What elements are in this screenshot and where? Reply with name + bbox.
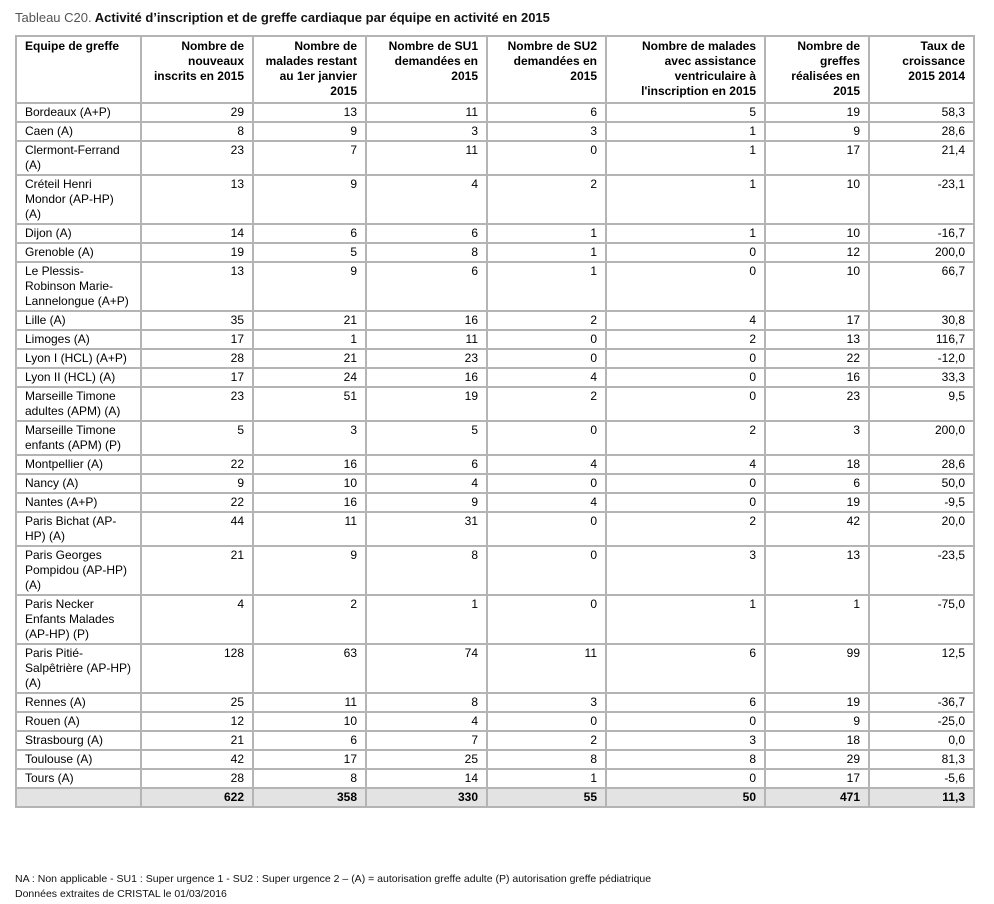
cell-growth-rate: 116,7	[869, 330, 974, 349]
cell-su1: 4	[366, 474, 487, 493]
table-row	[16, 349, 974, 368]
cell-remaining-patients: 11	[253, 693, 366, 712]
cell-new-registrations: 9	[141, 474, 253, 493]
cell-new-registrations: 21	[141, 546, 253, 595]
total-growth-rate: 11,3	[869, 788, 974, 807]
cell-transplants: 9	[765, 712, 869, 731]
cell-remaining-patients: 16	[253, 493, 366, 512]
cell-su1: 16	[366, 311, 487, 330]
cell-ventricular-assist: 2	[606, 330, 765, 349]
cell-new-registrations: 44	[141, 512, 253, 546]
cell-su2: 2	[487, 175, 606, 224]
total-su2: 55	[487, 788, 606, 807]
table-row	[16, 644, 974, 693]
footnotes	[15, 872, 651, 902]
cell-ventricular-assist: 2	[606, 512, 765, 546]
cell-remaining-patients: 24	[253, 368, 366, 387]
cell-remaining-patients: 63	[253, 644, 366, 693]
cell-ventricular-assist: 1	[606, 141, 765, 175]
cell-remaining-patients: 21	[253, 311, 366, 330]
col-header-team: Equipe de greffe	[16, 36, 141, 103]
cell-transplants: 19	[765, 493, 869, 512]
footnote-source: Données extraites de CRISTAL le 01/03/2016	[15, 888, 227, 900]
cell-remaining-patients: 10	[253, 712, 366, 731]
cell-team: Strasbourg (A)	[16, 731, 141, 750]
cell-su2: 3	[487, 693, 606, 712]
table-caption: Activité d’inscription et de greffe cardiaque par équipe en activité en 2015	[91, 10, 550, 25]
cell-new-registrations: 22	[141, 455, 253, 474]
cell-new-registrations: 17	[141, 330, 253, 349]
cell-transplants: 18	[765, 455, 869, 474]
cell-su1: 8	[366, 546, 487, 595]
cell-su2: 0	[487, 349, 606, 368]
cell-su1: 1	[366, 595, 487, 644]
table-row	[16, 493, 974, 512]
cell-team: Paris Georges Pompidou (AP-HP) (A)	[16, 546, 141, 595]
cell-remaining-patients: 17	[253, 750, 366, 769]
cell-ventricular-assist: 1	[606, 595, 765, 644]
total-row	[16, 788, 974, 807]
cell-transplants: 17	[765, 311, 869, 330]
cell-transplants: 10	[765, 175, 869, 224]
cell-remaining-patients: 8	[253, 769, 366, 788]
table-row	[16, 546, 974, 595]
cell-team: Marseille Timone adultes (APM) (A)	[16, 387, 141, 421]
cell-su2: 4	[487, 493, 606, 512]
cell-team: Clermont-Ferrand (A)	[16, 141, 141, 175]
cell-su1: 6	[366, 455, 487, 474]
col-header-transplants: Nombre de greffes réalisées en 2015	[765, 36, 869, 103]
cell-ventricular-assist: 0	[606, 349, 765, 368]
cell-su2: 2	[487, 731, 606, 750]
cell-transplants: 16	[765, 368, 869, 387]
table-row	[16, 474, 974, 493]
cell-su2: 1	[487, 769, 606, 788]
cell-new-registrations: 4	[141, 595, 253, 644]
cell-remaining-patients: 9	[253, 546, 366, 595]
cell-team: Tours (A)	[16, 769, 141, 788]
total-new-registrations: 622	[141, 788, 253, 807]
cell-new-registrations: 17	[141, 368, 253, 387]
cell-transplants: 1	[765, 595, 869, 644]
col-header-remaining-patients: Nombre de malades restant au 1er janvier 2015	[253, 36, 366, 103]
cell-new-registrations: 35	[141, 311, 253, 330]
cell-su1: 6	[366, 224, 487, 243]
cell-team: Dijon (A)	[16, 224, 141, 243]
cell-transplants: 22	[765, 349, 869, 368]
cell-ventricular-assist: 3	[606, 546, 765, 595]
cell-remaining-patients: 3	[253, 421, 366, 455]
cell-su2: 0	[487, 421, 606, 455]
cell-transplants: 29	[765, 750, 869, 769]
cell-ventricular-assist: 0	[606, 262, 765, 311]
cell-new-registrations: 21	[141, 731, 253, 750]
cell-growth-rate: -36,7	[869, 693, 974, 712]
cell-su2: 0	[487, 712, 606, 731]
table-title	[15, 10, 550, 25]
cell-remaining-patients: 7	[253, 141, 366, 175]
cell-growth-rate: -23,1	[869, 175, 974, 224]
cell-team: Toulouse (A)	[16, 750, 141, 769]
cell-growth-rate: 28,6	[869, 455, 974, 474]
cell-su1: 6	[366, 262, 487, 311]
cell-su1: 4	[366, 712, 487, 731]
cell-team: Bordeaux (A+P)	[16, 103, 141, 122]
cell-transplants: 99	[765, 644, 869, 693]
cell-transplants: 42	[765, 512, 869, 546]
cell-team: Créteil Henri Mondor (AP-HP) (A)	[16, 175, 141, 224]
cell-su2: 0	[487, 512, 606, 546]
cell-su1: 7	[366, 731, 487, 750]
cell-remaining-patients: 13	[253, 103, 366, 122]
cell-ventricular-assist: 2	[606, 421, 765, 455]
cell-growth-rate: 9,5	[869, 387, 974, 421]
cell-growth-rate: 58,3	[869, 103, 974, 122]
cell-transplants: 12	[765, 243, 869, 262]
cell-team: Lille (A)	[16, 311, 141, 330]
cell-ventricular-assist: 6	[606, 644, 765, 693]
cell-ventricular-assist: 5	[606, 103, 765, 122]
cell-new-registrations: 128	[141, 644, 253, 693]
cell-su1: 11	[366, 103, 487, 122]
cell-team: Nancy (A)	[16, 474, 141, 493]
cell-team: Caen (A)	[16, 122, 141, 141]
cell-transplants: 17	[765, 769, 869, 788]
cell-su1: 16	[366, 368, 487, 387]
table-row	[16, 122, 974, 141]
total-label	[16, 788, 141, 807]
cell-transplants: 18	[765, 731, 869, 750]
table-row	[16, 224, 974, 243]
cell-growth-rate: 200,0	[869, 243, 974, 262]
cell-new-registrations: 28	[141, 349, 253, 368]
cell-transplants: 3	[765, 421, 869, 455]
cell-team: Paris Necker Enfants Malades (AP-HP) (P)	[16, 595, 141, 644]
table-row	[16, 243, 974, 262]
cell-growth-rate: -9,5	[869, 493, 974, 512]
transplant-activity-table	[15, 35, 975, 808]
cell-new-registrations: 42	[141, 750, 253, 769]
cell-remaining-patients: 2	[253, 595, 366, 644]
total-transplants: 471	[765, 788, 869, 807]
table-number: Tableau C20.	[15, 10, 92, 25]
cell-su1: 4	[366, 175, 487, 224]
cell-ventricular-assist: 0	[606, 474, 765, 493]
cell-ventricular-assist: 0	[606, 769, 765, 788]
cell-su2: 0	[487, 330, 606, 349]
cell-ventricular-assist: 0	[606, 712, 765, 731]
table-row	[16, 750, 974, 769]
cell-ventricular-assist: 0	[606, 243, 765, 262]
cell-su1: 8	[366, 693, 487, 712]
cell-team: Grenoble (A)	[16, 243, 141, 262]
table-row	[16, 311, 974, 330]
cell-remaining-patients: 6	[253, 731, 366, 750]
cell-new-registrations: 13	[141, 262, 253, 311]
cell-su1: 23	[366, 349, 487, 368]
cell-su1: 74	[366, 644, 487, 693]
cell-remaining-patients: 10	[253, 474, 366, 493]
cell-su2: 4	[487, 368, 606, 387]
cell-su1: 5	[366, 421, 487, 455]
cell-transplants: 9	[765, 122, 869, 141]
cell-remaining-patients: 51	[253, 387, 366, 421]
cell-su2: 3	[487, 122, 606, 141]
cell-su1: 31	[366, 512, 487, 546]
footnote-abbreviations: NA : Non applicable - SU1 : Super urgence 1 - SU2 : Super urgence 2 – (A) = autorisation greffe adulte (P) autorisation greffe pédiatrique	[15, 873, 652, 885]
cell-su2: 0	[487, 546, 606, 595]
col-header-su1: Nombre de SU1 demandées en 2015	[366, 36, 487, 103]
cell-growth-rate: 81,3	[869, 750, 974, 769]
cell-su1: 11	[366, 330, 487, 349]
cell-ventricular-assist: 1	[606, 122, 765, 141]
cell-su2: 6	[487, 103, 606, 122]
cell-ventricular-assist: 0	[606, 387, 765, 421]
table-row	[16, 712, 974, 731]
cell-ventricular-assist: 3	[606, 731, 765, 750]
table-row	[16, 368, 974, 387]
cell-ventricular-assist: 1	[606, 224, 765, 243]
cell-su1: 14	[366, 769, 487, 788]
cell-ventricular-assist: 0	[606, 368, 765, 387]
cell-su1: 3	[366, 122, 487, 141]
cell-su2: 0	[487, 595, 606, 644]
cell-remaining-patients: 21	[253, 349, 366, 368]
cell-transplants: 6	[765, 474, 869, 493]
cell-remaining-patients: 5	[253, 243, 366, 262]
table-row	[16, 141, 974, 175]
table-row	[16, 262, 974, 311]
cell-transplants: 19	[765, 693, 869, 712]
cell-new-registrations: 28	[141, 769, 253, 788]
cell-su2: 8	[487, 750, 606, 769]
cell-remaining-patients: 11	[253, 512, 366, 546]
cell-growth-rate: 200,0	[869, 421, 974, 455]
total-remaining-patients: 358	[253, 788, 366, 807]
cell-su1: 9	[366, 493, 487, 512]
cell-remaining-patients: 16	[253, 455, 366, 474]
cell-growth-rate: -16,7	[869, 224, 974, 243]
cell-growth-rate: -12,0	[869, 349, 974, 368]
cell-growth-rate: 66,7	[869, 262, 974, 311]
cell-su2: 0	[487, 474, 606, 493]
cell-growth-rate: -23,5	[869, 546, 974, 595]
cell-su2: 0	[487, 141, 606, 175]
cell-su2: 11	[487, 644, 606, 693]
cell-remaining-patients: 9	[253, 175, 366, 224]
cell-su2: 1	[487, 262, 606, 311]
table-row	[16, 769, 974, 788]
cell-ventricular-assist: 8	[606, 750, 765, 769]
cell-team: Montpellier (A)	[16, 455, 141, 474]
cell-new-registrations: 8	[141, 122, 253, 141]
cell-growth-rate: 12,5	[869, 644, 974, 693]
cell-growth-rate: 20,0	[869, 512, 974, 546]
cell-su2: 2	[487, 387, 606, 421]
cell-remaining-patients: 1	[253, 330, 366, 349]
cell-transplants: 19	[765, 103, 869, 122]
cell-new-registrations: 13	[141, 175, 253, 224]
cell-ventricular-assist: 0	[606, 493, 765, 512]
cell-new-registrations: 5	[141, 421, 253, 455]
table-row	[16, 512, 974, 546]
cell-remaining-patients: 9	[253, 122, 366, 141]
cell-transplants: 10	[765, 262, 869, 311]
cell-transplants: 23	[765, 387, 869, 421]
cell-growth-rate: -25,0	[869, 712, 974, 731]
cell-su2: 1	[487, 243, 606, 262]
table-row	[16, 175, 974, 224]
cell-su2: 1	[487, 224, 606, 243]
cell-new-registrations: 25	[141, 693, 253, 712]
header-row	[16, 36, 974, 103]
cell-transplants: 13	[765, 546, 869, 595]
cell-su1: 11	[366, 141, 487, 175]
cell-growth-rate: -5,6	[869, 769, 974, 788]
cell-new-registrations: 12	[141, 712, 253, 731]
cell-su1: 25	[366, 750, 487, 769]
cell-su1: 19	[366, 387, 487, 421]
cell-su2: 2	[487, 311, 606, 330]
cell-growth-rate: 0,0	[869, 731, 974, 750]
cell-team: Paris Bichat (AP-HP) (A)	[16, 512, 141, 546]
cell-growth-rate: 33,3	[869, 368, 974, 387]
col-header-new-registrations: Nombre de nouveaux inscrits en 2015	[141, 36, 253, 103]
cell-growth-rate: -75,0	[869, 595, 974, 644]
cell-ventricular-assist: 1	[606, 175, 765, 224]
cell-team: Rouen (A)	[16, 712, 141, 731]
cell-su1: 8	[366, 243, 487, 262]
table-row	[16, 330, 974, 349]
cell-team: Marseille Timone enfants (APM) (P)	[16, 421, 141, 455]
cell-new-registrations: 23	[141, 141, 253, 175]
cell-su2: 4	[487, 455, 606, 474]
cell-team: Nantes (A+P)	[16, 493, 141, 512]
cell-new-registrations: 14	[141, 224, 253, 243]
table-row	[16, 421, 974, 455]
cell-remaining-patients: 9	[253, 262, 366, 311]
col-header-ventricular-assist: Nombre de malades avec assistance ventriculaire à l'inscription en 2015	[606, 36, 765, 103]
table-row	[16, 103, 974, 122]
cell-transplants: 10	[765, 224, 869, 243]
cell-transplants: 13	[765, 330, 869, 349]
cell-growth-rate: 50,0	[869, 474, 974, 493]
total-ventricular-assist: 50	[606, 788, 765, 807]
cell-ventricular-assist: 4	[606, 455, 765, 474]
cell-remaining-patients: 6	[253, 224, 366, 243]
cell-team: Limoges (A)	[16, 330, 141, 349]
cell-team: Le Plessis-Robinson Marie-Lannelongue (A+P)	[16, 262, 141, 311]
cell-growth-rate: 30,8	[869, 311, 974, 330]
table-row	[16, 731, 974, 750]
col-header-growth-rate: Taux de croissance 2015 2014	[869, 36, 974, 103]
col-header-su2: Nombre de SU2 demandées en 2015	[487, 36, 606, 103]
cell-new-registrations: 29	[141, 103, 253, 122]
cell-team: Lyon I (HCL) (A+P)	[16, 349, 141, 368]
cell-ventricular-assist: 4	[606, 311, 765, 330]
table-row	[16, 693, 974, 712]
cell-team: Paris Pitié-Salpêtrière (AP-HP) (A)	[16, 644, 141, 693]
cell-team: Lyon II (HCL) (A)	[16, 368, 141, 387]
cell-growth-rate: 21,4	[869, 141, 974, 175]
cell-new-registrations: 19	[141, 243, 253, 262]
cell-growth-rate: 28,6	[869, 122, 974, 141]
cell-ventricular-assist: 6	[606, 693, 765, 712]
table-row	[16, 595, 974, 644]
total-su1: 330	[366, 788, 487, 807]
cell-new-registrations: 23	[141, 387, 253, 421]
cell-transplants: 17	[765, 141, 869, 175]
table-row	[16, 387, 974, 421]
cell-new-registrations: 22	[141, 493, 253, 512]
table-row	[16, 455, 974, 474]
cell-team: Rennes (A)	[16, 693, 141, 712]
